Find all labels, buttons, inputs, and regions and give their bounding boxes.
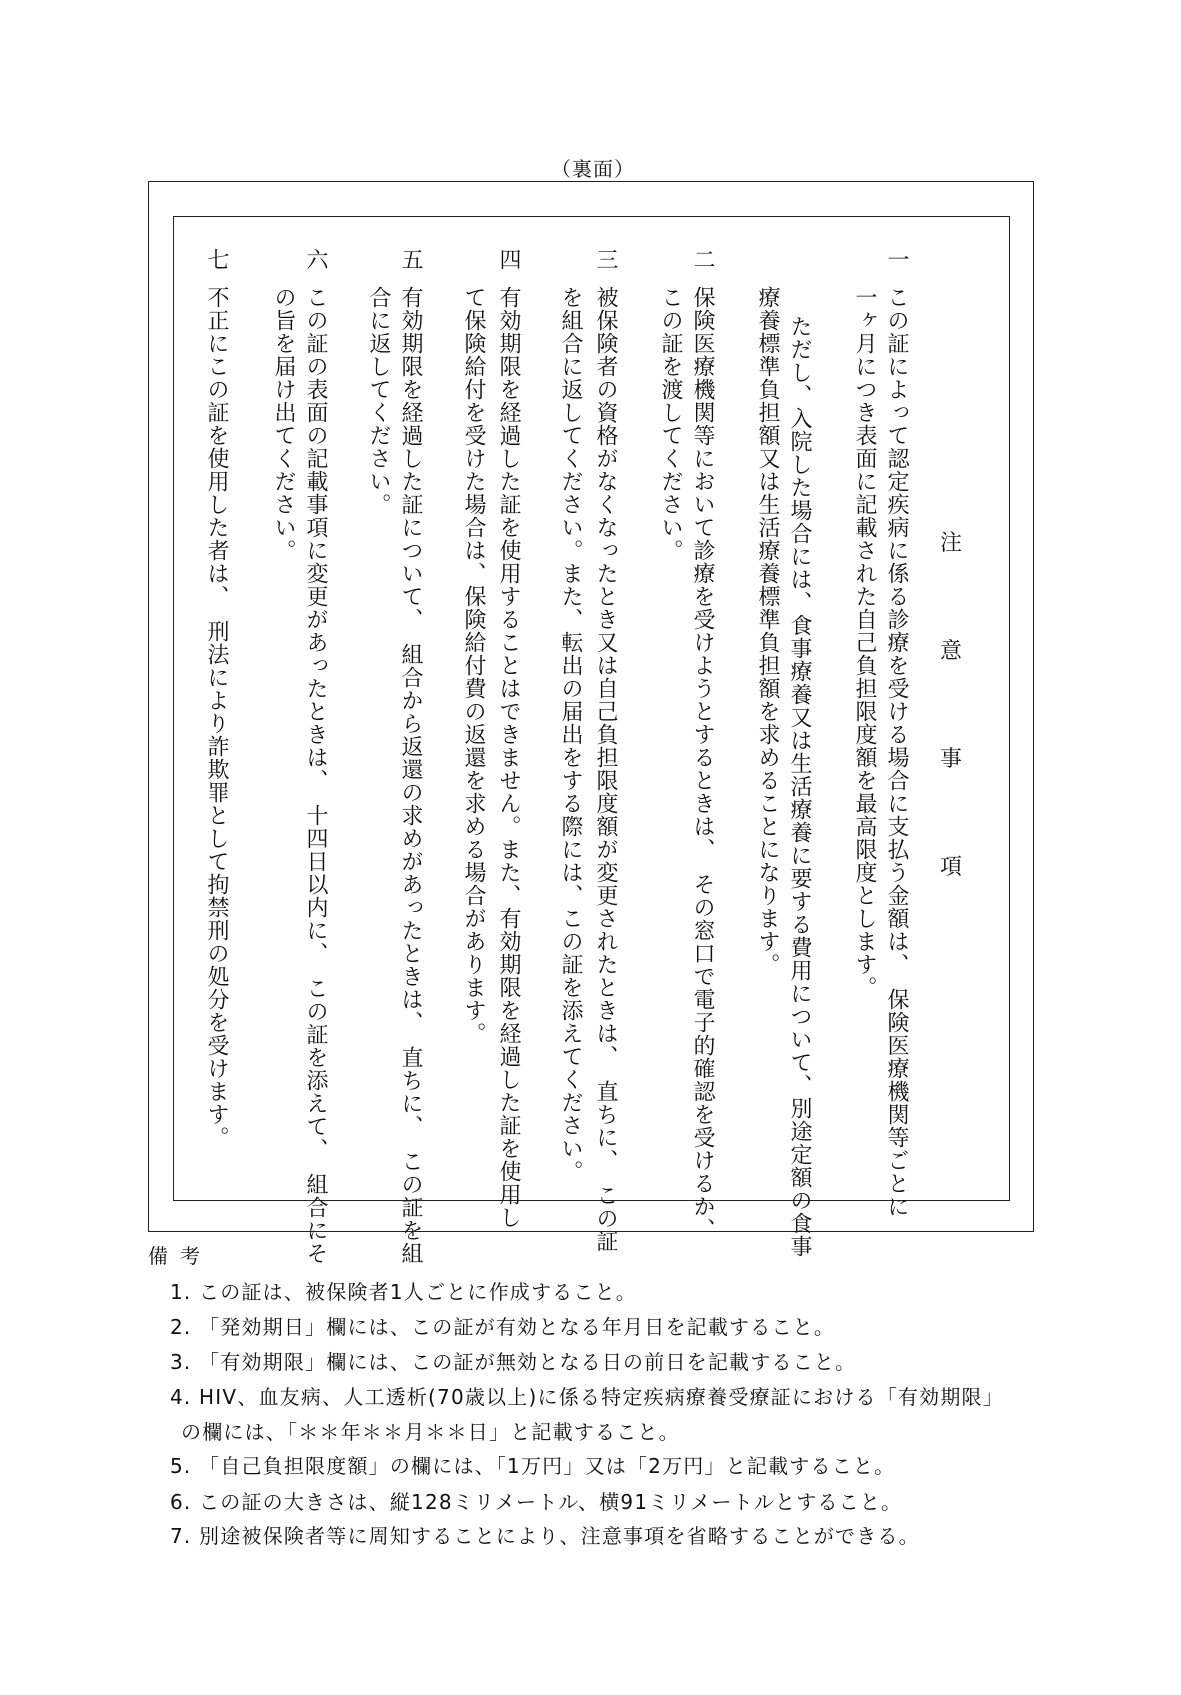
item-number: 六 — [303, 248, 328, 271]
item-text-line: を組合に返してください。また、転出の届出をする際には、この証を添えてください。 — [558, 286, 583, 1183]
item-text-line: て保険給付を受けた場合は、保険給付費の返還を求める場合があります。 — [461, 286, 486, 1045]
heading-char: 意 — [940, 639, 963, 664]
item-number: 七 — [204, 248, 229, 271]
remark-line: 6. この証の大きさは、縦128ミリメートル、横91ミリメートルとすること。 — [170, 1490, 903, 1514]
remark-line: 5. 「自己負担限度額」の欄には、「1万円」又は「2万円」と記載すること。 — [170, 1454, 896, 1478]
heading-char: 項 — [940, 855, 963, 880]
page-title: （裏面） — [551, 157, 635, 181]
remarks-title: 備考 — [148, 1244, 212, 1268]
item-text-line: この証を渡してください。 — [658, 286, 683, 562]
item-text-line: 療養標準負担額又は生活療養標準負担額を求めることになります。 — [755, 286, 780, 976]
item-text-line: 合に返してください。 — [366, 286, 391, 516]
remark-line: 4. HIV、血友病、人工透析(70歳以上)に係る特定疾病療養受療証における「有効期限」 — [170, 1385, 1004, 1409]
item-number: 四 — [496, 248, 521, 271]
item-text-line: この証の表面の記載事項に変更があったときは、 十四日以内に、 この証を添えて、 組合にそ — [303, 286, 328, 1265]
heading-char: 注 — [940, 531, 963, 556]
item-text-line: 有効期限を経過した証を使用することはできません。また、有効期限を経過した証を使用し — [496, 286, 521, 1229]
item-text-line: 保険医療機関等において診療を受けようとするときは、 その窓口で電子的確認を受けるか、 — [690, 286, 715, 1241]
item-text-line: の旨を届け出てください。 — [271, 286, 296, 562]
item-text-line: 不正にこの証を使用した者は、 刑法により詐欺罪として拘禁刑の処分を受けます。 — [204, 286, 229, 1149]
item-number: 一 — [884, 248, 909, 271]
item-text-line: この証によって認定疾病に係る診療を受ける場合に支払う金額は、 保険医療機関等ごとに — [884, 286, 909, 1218]
remark-line: 1. この証は、被保険者1人ごとに作成すること。 — [170, 1280, 637, 1304]
item-text-line: 有効期限を経過した証について、 組合から返還の求めがあったときは、 直ちに、 この証を組 — [398, 286, 423, 1265]
remark-line: 3. 「有効期限」欄には、この証が無効となる日の前日を記載すること。 — [170, 1350, 857, 1374]
remark-line: の欄には、「＊＊年＊＊月＊＊日」と記載すること。 — [181, 1420, 680, 1444]
item-text-line: ただし、入院した場合には、食事療養又は生活療養に要する費用について、別途定額の食事 — [787, 315, 812, 1258]
item-number: 二 — [690, 248, 715, 271]
item-text-line: 被保険者の資格がなくなったとき又は自己負担限度額が変更されたときは、 直ちに、 この証 — [593, 286, 618, 1253]
item-number: 五 — [398, 248, 423, 271]
remark-line: 7. 別途被保険者等に周知することにより、注意事項を省略することができる。 — [170, 1524, 920, 1548]
item-text-line: 一ヶ月につき表面に記載された自己負担限度額を最高限度とします。 — [852, 286, 877, 999]
item-number: 三 — [593, 248, 618, 271]
remark-line: 2. 「発効期日」欄には、この証が有効となる年月日を記載すること。 — [170, 1315, 836, 1339]
heading-char: 事 — [940, 747, 963, 772]
